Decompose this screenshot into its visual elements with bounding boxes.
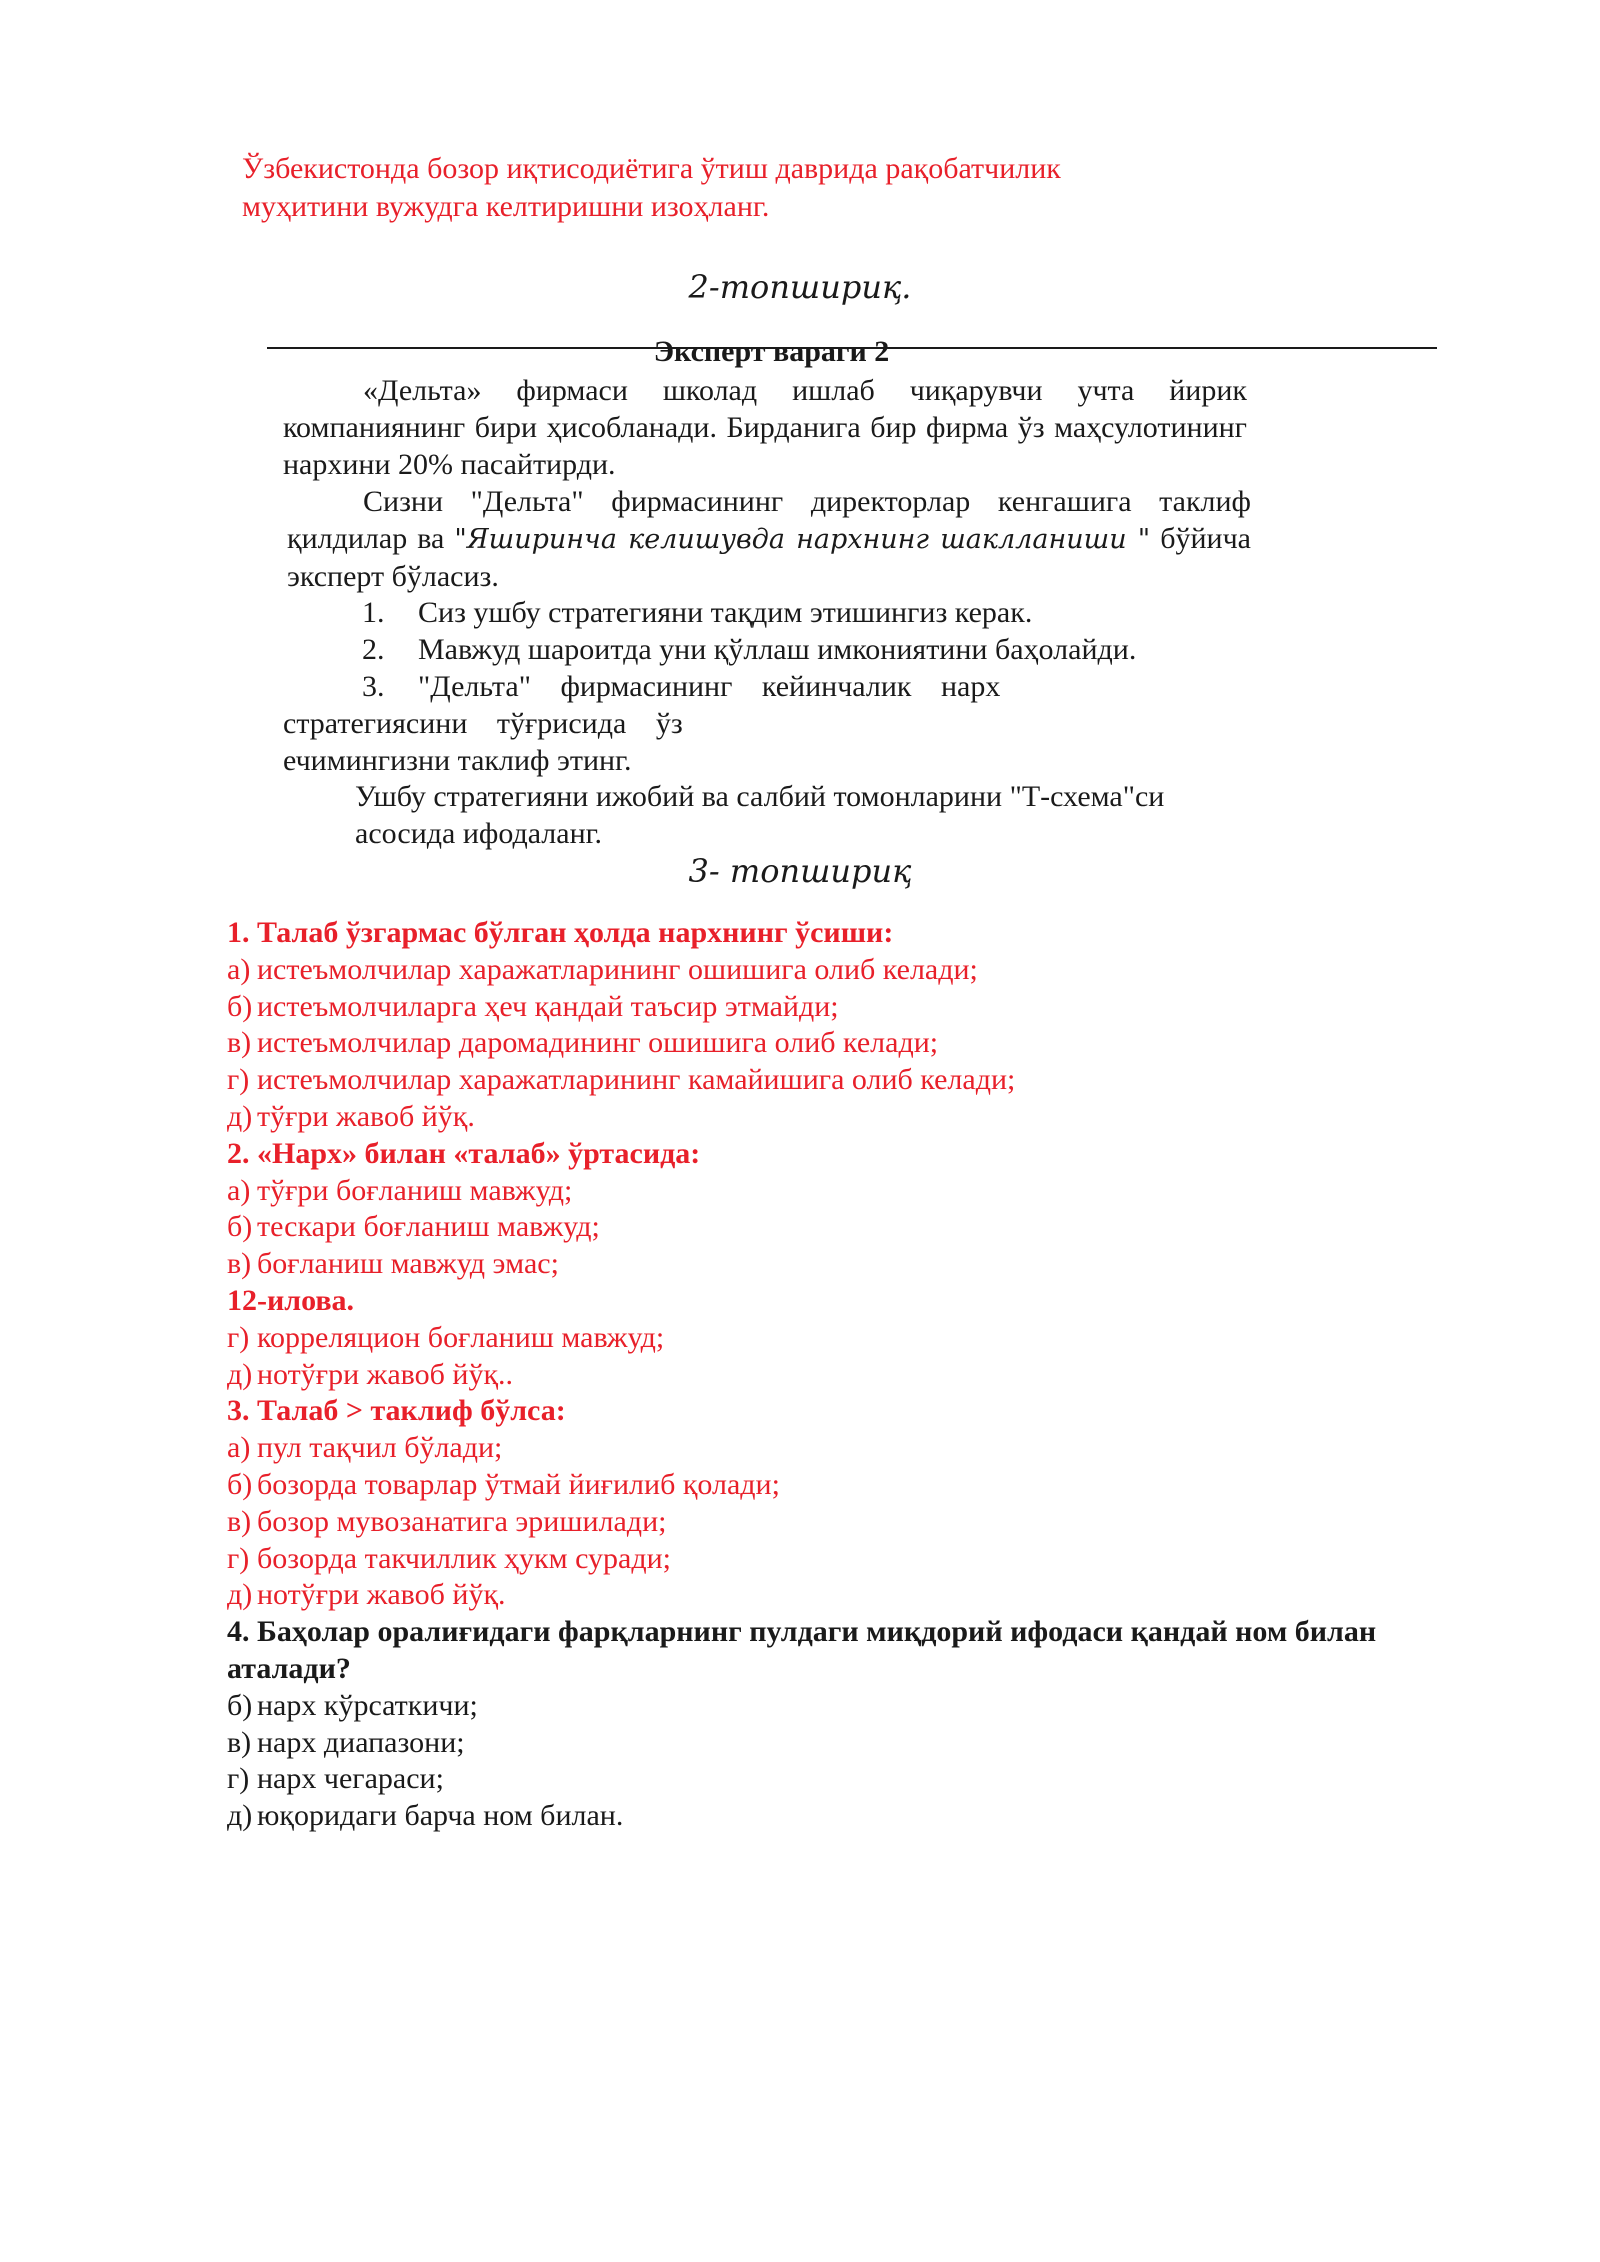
task2-paragraph-2 <box>287 483 1251 595</box>
answer-letter: в) <box>227 1725 252 1759</box>
question-5: 4. Баҳолар оралиғидаги фарқларнинг пулдаги миқдорий ифодаси қандай ном билан аталади? <box>227 1615 1377 1685</box>
answer-letter: г) <box>227 1541 250 1575</box>
answer-option <box>227 1099 1377 1136</box>
para2-start: Сизни "Дельта" фирмасининг директорлар кенгашига таклиф қилдилар ва <box>287 485 1251 555</box>
expert-sheet-title: Эксперт вараги 2 <box>653 335 890 368</box>
answer-text: истеъмолчилар харажатларининг ошишига олиб келади; <box>257 952 978 986</box>
item-text: Сиз ушбу стратегияни тақдим этишингиз керак. <box>418 596 1033 629</box>
answer-letter: д) <box>227 1799 253 1833</box>
answer-letter: б) <box>227 1688 253 1722</box>
answer-text: тўғри жавоб йўқ. <box>257 1099 475 1133</box>
answer-text: пул тақчил бўлади; <box>257 1431 503 1465</box>
answer-letter: г) <box>227 1063 250 1097</box>
answer-text: нотўғри жавоб йўқ. <box>257 1578 506 1612</box>
item-number: 3. <box>362 670 385 703</box>
answer-text: нарх кўрсаткичи; <box>257 1688 478 1722</box>
answer-option <box>227 1025 1377 1062</box>
question-1: 1. Талаб ўзгармас бўлган ҳолда нархнинг ўсиши: <box>227 916 894 949</box>
answer-option <box>227 989 1377 1026</box>
task2-paragraph-3: Ушбу стратегияни ижобий ва салбий томонларини "Т-схема"си асосида ифодаланг. <box>355 780 1165 850</box>
answer-letter: б) <box>227 989 253 1023</box>
task2-title: 2-топшириқ. <box>688 268 912 306</box>
answer-text: бозорда товарлар ўтмай йиғилиб қолади; <box>257 1467 780 1501</box>
answer-letter: г) <box>227 1320 250 1354</box>
para2-italic-topic: "Яширинча келишувда нархнинг шаклланиши " <box>454 524 1151 555</box>
answer-letter: г) <box>227 1762 250 1796</box>
answer-letter: а) <box>227 1431 251 1465</box>
answer-letter: д) <box>227 1099 253 1133</box>
answer-letter: в) <box>227 1247 252 1281</box>
task2-paragraph-1: «Дельта» фирмаси школад ишлаб чиқарувчи учта йирик компаниянинг бири ҳисобланади. Бирданига бир фирма ўз маҳсулотининг нархини 20% пасайтирди. <box>283 374 1247 481</box>
answer-letter: а) <box>227 1173 251 1207</box>
answer-option <box>227 1173 1377 1210</box>
intro-line-1: Ўзбекистонда бозор иқтисодиётига ўтиш даврида рақобатчилик <box>242 152 1061 185</box>
test-questions <box>227 915 1377 1835</box>
answer-text: истеъмолчиларга ҳеч қандай таъсир этмайди; <box>257 989 839 1023</box>
answer-option <box>227 952 1377 989</box>
intro-question <box>242 150 1242 226</box>
item-text: Мавжуд шароитда уни қўллаш имкониятини баҳолайди. <box>418 633 1137 666</box>
answer-option <box>227 1320 1377 1357</box>
answer-option <box>227 1504 1377 1541</box>
answer-option <box>227 1062 1377 1099</box>
task3-title: 3- топшириқ <box>688 852 912 890</box>
question-2: 2. «Нарх» билан «талаб» ўртасида: <box>227 1136 701 1170</box>
answer-option <box>227 1541 1377 1578</box>
task2-item-3-line-2: стратегиясини тўғрисида ўз <box>283 707 683 740</box>
item-text: "Дельта" фирмасининг кейинчалик нарх <box>418 670 1001 703</box>
answer-letter: в) <box>227 1026 252 1060</box>
answer-letter: д) <box>227 1578 253 1612</box>
answer-option <box>227 1209 1377 1246</box>
answer-letter: б) <box>227 1467 253 1501</box>
answer-option <box>227 1467 1377 1504</box>
answer-option <box>227 1688 1377 1725</box>
answer-option <box>227 1430 1377 1467</box>
answer-text: тўғри боғланиш мавжуд; <box>257 1173 573 1207</box>
answer-text: истеъмолчилар харажатларининг камайишига олиб келади; <box>257 1063 1016 1097</box>
answer-text: тескари боғланиш мавжуд; <box>257 1210 600 1244</box>
question-3: 12-илова. <box>227 1283 355 1317</box>
answer-text: боғланиш мавжуд эмас; <box>257 1247 559 1281</box>
answer-text: бозорда такчиллик ҳукм суради; <box>257 1541 671 1575</box>
answer-text: юқоридаги барча ном билан. <box>257 1799 624 1833</box>
answer-text: нарх диапазони; <box>257 1725 465 1759</box>
answer-option <box>227 1798 1377 1835</box>
answer-text: нарх чегараси; <box>257 1762 444 1796</box>
answer-option <box>227 1761 1377 1798</box>
question-4: 3. Талаб > таклиф бўлса: <box>227 1394 566 1428</box>
answer-option <box>227 1577 1377 1614</box>
item-number: 1. <box>362 596 385 629</box>
answer-text: бозор мувозанатига эришилади; <box>257 1504 667 1538</box>
para2-end: бўйича эксперт бўласиз. <box>287 522 1252 593</box>
answer-text: корреляцион боғланиш мавжуд; <box>257 1320 665 1354</box>
answer-letter: в) <box>227 1504 252 1538</box>
answer-option <box>227 1725 1377 1762</box>
intro-line-2: муҳитини вужудга келтиришни изоҳланг. <box>242 190 770 223</box>
answer-text: истеъмолчилар даромадининг ошишига олиб келади; <box>257 1026 939 1060</box>
answer-letter: а) <box>227 952 251 986</box>
task2-item-3-line-3: ечимингизни таклиф этинг. <box>283 744 632 777</box>
answer-option <box>227 1357 1377 1394</box>
item-number: 2. <box>362 633 385 666</box>
answer-text: нотўғри жавоб йўқ.. <box>257 1357 514 1391</box>
answer-option <box>227 1246 1377 1283</box>
answer-letter: д) <box>227 1357 253 1391</box>
answer-letter: б) <box>227 1210 253 1244</box>
